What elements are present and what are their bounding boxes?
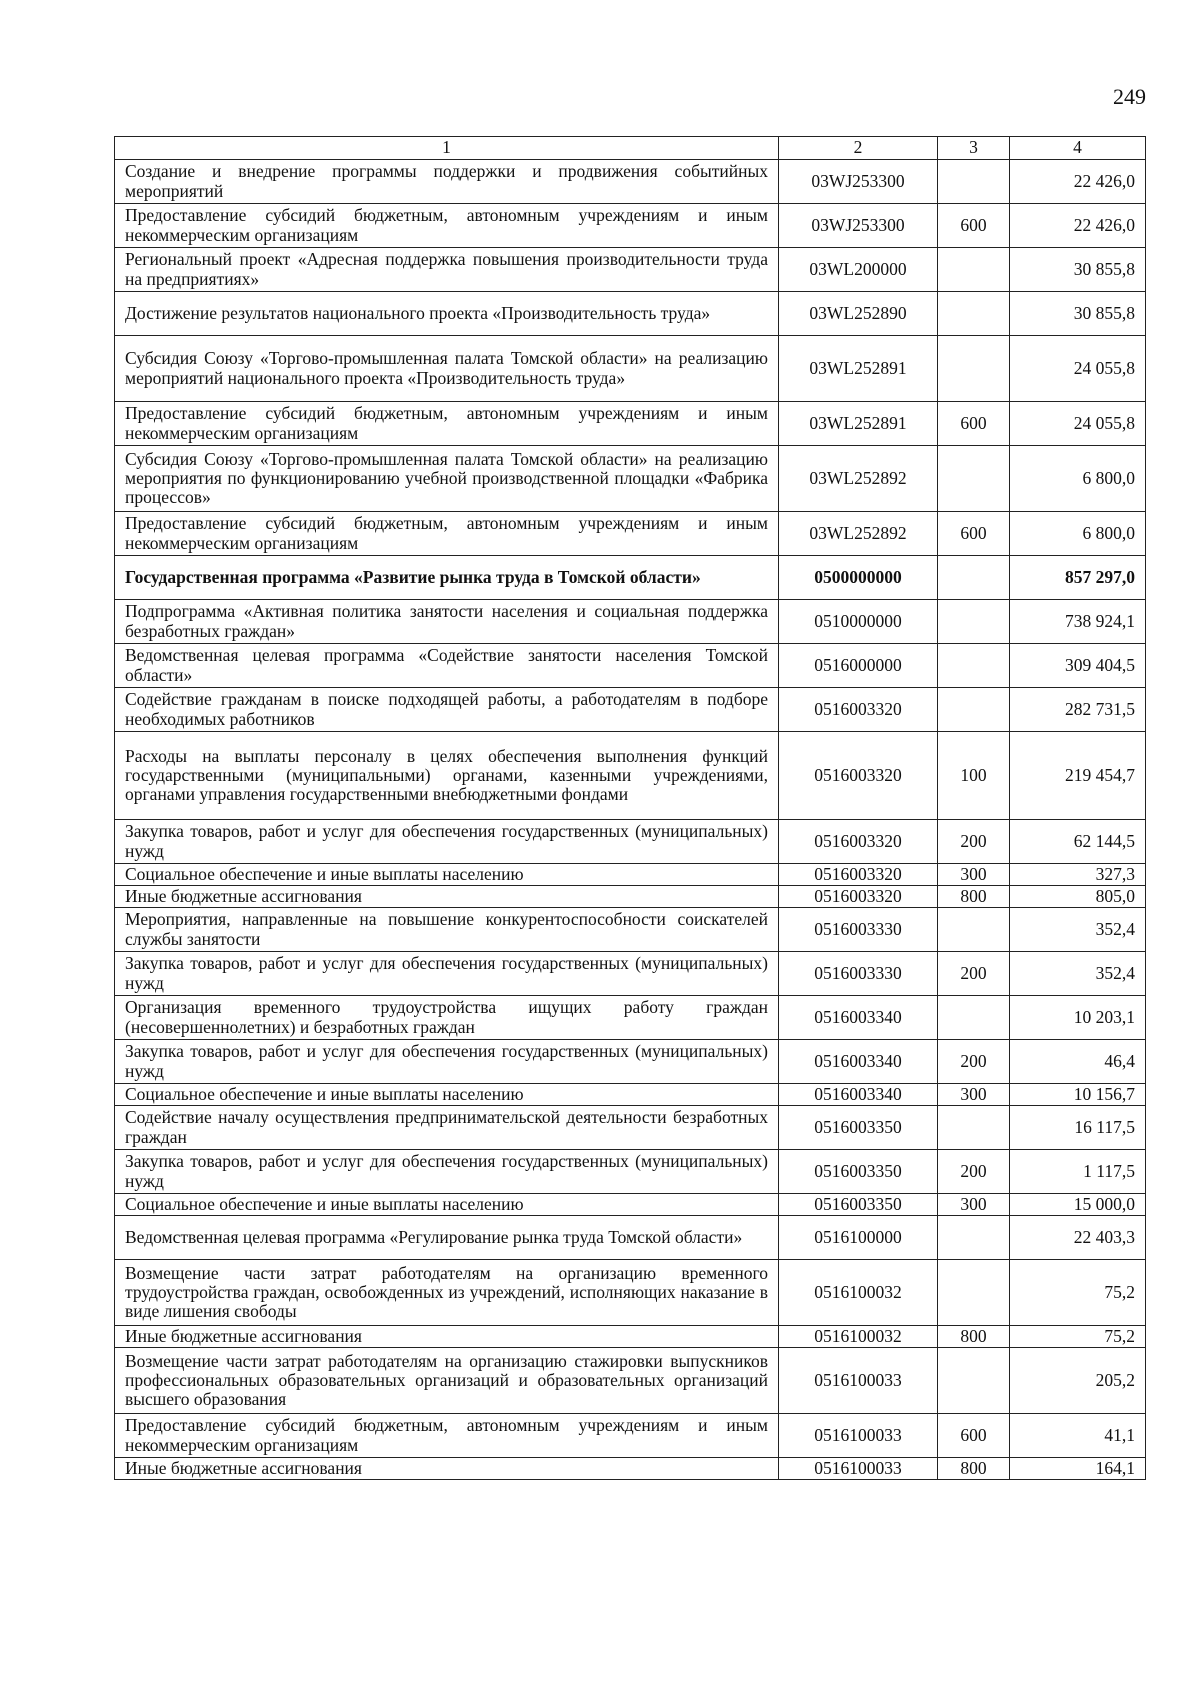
cell-code: 0516003320 <box>779 688 938 732</box>
cell-type: 800 <box>938 1326 1010 1348</box>
table-row <box>115 160 1146 204</box>
cell-name: Создание и внедрение программы поддержки и продвижения событийных мероприятий <box>115 160 779 204</box>
cell-sum: 219 454,7 <box>1010 732 1146 820</box>
cell-code: 0516003340 <box>779 1084 938 1106</box>
cell-code: 0516100032 <box>779 1260 938 1326</box>
cell-name: Содействие гражданам в поиске подходящей работы, а работодателям в подборе необходимых работников <box>115 688 779 732</box>
cell-type <box>938 688 1010 732</box>
cell-code: 0516100032 <box>779 1326 938 1348</box>
cell-code: 0516000000 <box>779 644 938 688</box>
table-row <box>115 402 1146 446</box>
table-row <box>115 688 1146 732</box>
page-number: 249 <box>1113 84 1146 109</box>
table-row <box>115 556 1146 600</box>
cell-type: 600 <box>938 402 1010 446</box>
table-row <box>115 886 1146 908</box>
cell-type: 300 <box>938 1194 1010 1216</box>
cell-code: 03WJ253300 <box>779 204 938 248</box>
cell-sum: 10 156,7 <box>1010 1084 1146 1106</box>
cell-name: Закупка товаров, работ и услуг для обеспечения государственных (муниципальных) нужд <box>115 1150 779 1194</box>
column-header-code: 2 <box>779 137 938 160</box>
cell-code: 0516003350 <box>779 1150 938 1194</box>
cell-sum: 309 404,5 <box>1010 644 1146 688</box>
cell-type: 600 <box>938 204 1010 248</box>
cell-sum: 30 855,8 <box>1010 248 1146 292</box>
cell-sum: 24 055,8 <box>1010 402 1146 446</box>
table-row <box>115 820 1146 864</box>
cell-code: 0510000000 <box>779 600 938 644</box>
cell-code: 0516003330 <box>779 952 938 996</box>
cell-sum: 164,1 <box>1010 1458 1146 1480</box>
cell-name: Субсидия Союзу «Торгово-промышленная палата Томской области» на реализацию мероприятий национального проекта «Производительность труда» <box>115 336 779 402</box>
cell-sum: 857 297,0 <box>1010 556 1146 600</box>
cell-name: Закупка товаров, работ и услуг для обеспечения государственных (муниципальных) нужд <box>115 820 779 864</box>
cell-name: Социальное обеспечение и иные выплаты населению <box>115 1084 779 1106</box>
cell-name: Иные бюджетные ассигнования <box>115 886 779 908</box>
cell-type <box>938 996 1010 1040</box>
cell-name: Ведомственная целевая программа «Регулирование рынка труда Томской области» <box>115 1216 779 1260</box>
cell-type <box>938 644 1010 688</box>
cell-sum: 16 117,5 <box>1010 1106 1146 1150</box>
table-row <box>115 1194 1146 1216</box>
cell-code: 0516003340 <box>779 996 938 1040</box>
table-row <box>115 952 1146 996</box>
cell-name: Иные бюджетные ассигнования <box>115 1326 779 1348</box>
table-row <box>115 908 1146 952</box>
table-row <box>115 1150 1146 1194</box>
cell-sum: 62 144,5 <box>1010 820 1146 864</box>
table-row <box>115 1040 1146 1084</box>
cell-type <box>938 1348 1010 1414</box>
cell-name: Возмещение части затрат работодателям на организацию временного трудоустройства граждан, освобожденных из учреждений, исполняющих наказание в виде лишения свободы <box>115 1260 779 1326</box>
table-row <box>115 204 1146 248</box>
cell-type <box>938 556 1010 600</box>
cell-name: Подпрограмма «Активная политика занятости населения и социальная поддержка безработных граждан» <box>115 600 779 644</box>
table-row <box>115 864 1146 886</box>
cell-sum: 15 000,0 <box>1010 1194 1146 1216</box>
cell-sum: 75,2 <box>1010 1326 1146 1348</box>
table-row <box>115 1260 1146 1326</box>
table-row <box>115 292 1146 336</box>
cell-name: Ведомственная целевая программа «Содействие занятости населения Томской области» <box>115 644 779 688</box>
table-row <box>115 1216 1146 1260</box>
cell-type <box>938 600 1010 644</box>
column-header-type: 3 <box>938 137 1010 160</box>
table-row <box>115 1348 1146 1414</box>
cell-name: Закупка товаров, работ и услуг для обеспечения государственных (муниципальных) нужд <box>115 952 779 996</box>
cell-name: Предоставление субсидий бюджетным, автономным учреждениям и иным некоммерческим организациям <box>115 512 779 556</box>
table-row <box>115 996 1146 1040</box>
cell-sum: 75,2 <box>1010 1260 1146 1326</box>
cell-sum: 352,4 <box>1010 952 1146 996</box>
cell-type <box>938 908 1010 952</box>
table-row <box>115 1458 1146 1480</box>
table-row <box>115 600 1146 644</box>
cell-name: Региональный проект «Адресная поддержка повышения производительности труда на предприятиях» <box>115 248 779 292</box>
table-row <box>115 248 1146 292</box>
cell-code: 0516003350 <box>779 1106 938 1150</box>
cell-type: 200 <box>938 952 1010 996</box>
cell-type: 200 <box>938 820 1010 864</box>
cell-name: Предоставление субсидий бюджетным, автономным учреждениям и иным некоммерческим организациям <box>115 204 779 248</box>
cell-name: Социальное обеспечение и иные выплаты населению <box>115 1194 779 1216</box>
cell-sum: 30 855,8 <box>1010 292 1146 336</box>
cell-type <box>938 336 1010 402</box>
cell-type <box>938 248 1010 292</box>
cell-type <box>938 1106 1010 1150</box>
cell-sum: 352,4 <box>1010 908 1146 952</box>
cell-code: 0516003320 <box>779 732 938 820</box>
cell-name: Возмещение части затрат работодателям на организацию стажировки выпускников профессиональных образовательных организаций и образовательных организаций высшего образования <box>115 1348 779 1414</box>
cell-sum: 10 203,1 <box>1010 996 1146 1040</box>
budget-table <box>114 136 1146 1480</box>
cell-code: 03WL252890 <box>779 292 938 336</box>
cell-type: 200 <box>938 1150 1010 1194</box>
cell-code: 03WL252891 <box>779 402 938 446</box>
cell-type: 600 <box>938 1414 1010 1458</box>
cell-sum: 6 800,0 <box>1010 446 1146 512</box>
table-row <box>115 732 1146 820</box>
cell-code: 0516003350 <box>779 1194 938 1216</box>
cell-code: 03WL252892 <box>779 512 938 556</box>
cell-type: 600 <box>938 512 1010 556</box>
cell-type <box>938 1216 1010 1260</box>
cell-name: Мероприятия, направленные на повышение конкурентоспособности соискателей службы занятости <box>115 908 779 952</box>
cell-type <box>938 1260 1010 1326</box>
cell-code: 0516003340 <box>779 1040 938 1084</box>
cell-sum: 46,4 <box>1010 1040 1146 1084</box>
column-header-sum: 4 <box>1010 137 1146 160</box>
cell-type <box>938 446 1010 512</box>
cell-type: 200 <box>938 1040 1010 1084</box>
cell-name: Иные бюджетные ассигнования <box>115 1458 779 1480</box>
cell-name: Предоставление субсидий бюджетным, автономным учреждениям и иным некоммерческим организациям <box>115 1414 779 1458</box>
table-row <box>115 1326 1146 1348</box>
cell-sum: 805,0 <box>1010 886 1146 908</box>
cell-sum: 205,2 <box>1010 1348 1146 1414</box>
table-row <box>115 1106 1146 1150</box>
table-body <box>115 160 1146 1480</box>
cell-name: Закупка товаров, работ и услуг для обеспечения государственных (муниципальных) нужд <box>115 1040 779 1084</box>
cell-type: 800 <box>938 886 1010 908</box>
cell-sum: 22 426,0 <box>1010 160 1146 204</box>
cell-sum: 738 924,1 <box>1010 600 1146 644</box>
table-row <box>115 446 1146 512</box>
cell-sum: 327,3 <box>1010 864 1146 886</box>
cell-code: 0516100000 <box>779 1216 938 1260</box>
cell-sum: 22 403,3 <box>1010 1216 1146 1260</box>
cell-sum: 24 055,8 <box>1010 336 1146 402</box>
cell-code: 03WL252891 <box>779 336 938 402</box>
cell-name: Субсидия Союзу «Торгово-промышленная палата Томской области» на реализацию мероприятия по функционированию учебной производственной площадки «Фабрика процессов» <box>115 446 779 512</box>
cell-code: 0516100033 <box>779 1458 938 1480</box>
table-row <box>115 1084 1146 1106</box>
cell-type <box>938 160 1010 204</box>
cell-name: Содействие началу осуществления предпринимательской деятельности безработных граждан <box>115 1106 779 1150</box>
cell-name: Государственная программа «Развитие рынка труда в Томской области» <box>115 556 779 600</box>
table-row <box>115 336 1146 402</box>
cell-code: 0516003330 <box>779 908 938 952</box>
cell-type <box>938 292 1010 336</box>
cell-code: 0516003320 <box>779 886 938 908</box>
cell-name: Предоставление субсидий бюджетным, автономным учреждениям и иным некоммерческим организациям <box>115 402 779 446</box>
table-header-row <box>115 137 1146 160</box>
cell-name: Социальное обеспечение и иные выплаты населению <box>115 864 779 886</box>
cell-sum: 282 731,5 <box>1010 688 1146 732</box>
cell-name: Расходы на выплаты персоналу в целях обеспечения выполнения функций государственными (муниципальными) органами, казенными учреждениями, органами управления государственными внебюджетными фондами <box>115 732 779 820</box>
cell-sum: 41,1 <box>1010 1414 1146 1458</box>
cell-code: 0516003320 <box>779 864 938 886</box>
cell-type: 800 <box>938 1458 1010 1480</box>
table-row <box>115 512 1146 556</box>
cell-code: 03WJ253300 <box>779 160 938 204</box>
cell-sum: 1 117,5 <box>1010 1150 1146 1194</box>
cell-code: 03WL200000 <box>779 248 938 292</box>
cell-code: 0516100033 <box>779 1414 938 1458</box>
cell-type: 300 <box>938 864 1010 886</box>
cell-sum: 22 426,0 <box>1010 204 1146 248</box>
cell-sum: 6 800,0 <box>1010 512 1146 556</box>
table-row <box>115 1414 1146 1458</box>
cell-type: 100 <box>938 732 1010 820</box>
column-header-name: 1 <box>115 137 779 160</box>
cell-name: Достижение результатов национального проекта «Производительность труда» <box>115 292 779 336</box>
cell-code: 0516100033 <box>779 1348 938 1414</box>
cell-name: Организация временного трудоустройства ищущих работу граждан (несовершеннолетних) и безработных граждан <box>115 996 779 1040</box>
cell-code: 03WL252892 <box>779 446 938 512</box>
table-row <box>115 644 1146 688</box>
cell-code: 0516003320 <box>779 820 938 864</box>
cell-code: 0500000000 <box>779 556 938 600</box>
cell-type: 300 <box>938 1084 1010 1106</box>
